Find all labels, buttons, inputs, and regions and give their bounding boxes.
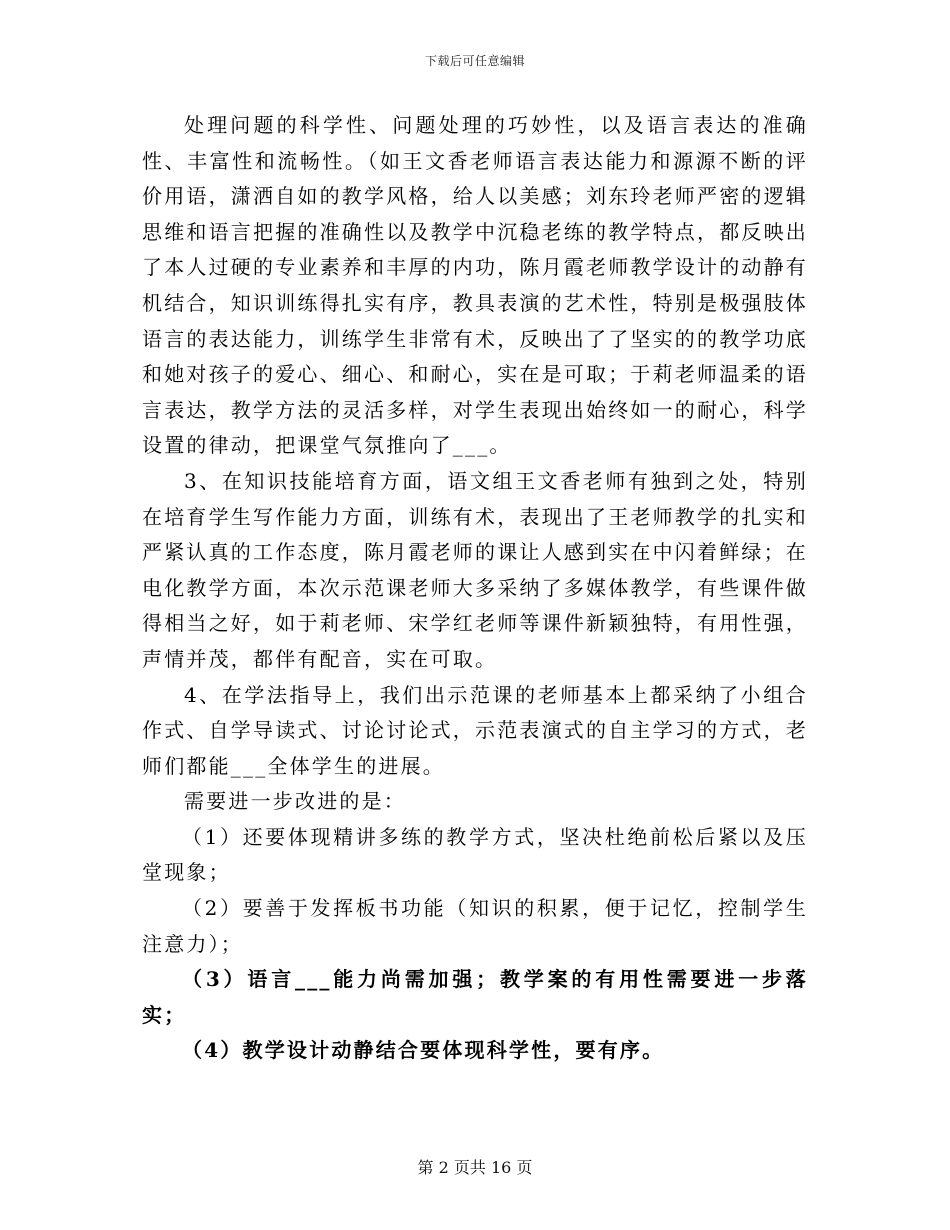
improvement-item-4: （4）教学设计动静结合要体现科学性，要有序。 [182,1038,665,1063]
document-body [142,108,808,1069]
improvement-item-2: （2）要善于发挥板书功能（知识的积累，便于记忆，控制学生注意力）； [142,896,808,956]
paragraph-continuation: 处理问题的科学性、问题处理的巧妙性，以及语言表达的准确性、丰富性和流畅性。（如王文香老师语言表达能力和源源不断的评价用语，潇洒自如的教学风格，给人以美感；刘东玲老师严密的逻辑思维和语言把握的准确性以及教学中沉稳老练的教学特点，都反映出了本人过硬的专业素养和丰厚的内功，陈月霞老师教学设计的动静有机结合，知识训练得扎实有序，教具表演的艺术性，特别是极强肢体语言的表达能力，训练学生非常有术，反映出了了坚实的的教学功底和她对孩子的爱心、细心、和耐心，实在是可取；于莉老师温柔的语言表达，教学方法的灵活多样，对学生表现出始终如一的耐心，科学设置的律动，把课堂气氛推向了___。 [142,113,808,458]
improvement-item-3: （3）语言___能力尚需加强；教学案的有用性需要进一步落实； [142,967,808,1027]
paragraph-item-3: 3、在知识技能培育方面，语文组王文香老师有独到之处，特别在培育学生写作能力方面，训练有术，表现出了王老师教学的扎实和严紧认真的工作态度，陈月霞老师的课让人感到实在中闪着鲜绿；在电化教学方面，本次示范课老师大多采纳了多媒体教学，有些课件做得相当之好，如于莉老师、宋学红老师等课件新颖独特，有用性强，声情并茂，都伴有配音，实在可取。 [142,468,808,671]
page-number: 第 2 页共 16 页 [417,1158,533,1177]
page-header: 下载后可任意编辑 [424,54,525,68]
improvement-item-1: （1）还要体现精讲多练的教学方式，坚决杜绝前松后紧以及压堂现象； [142,824,808,885]
improvement-heading: 需要进一步改进的是： [184,789,406,814]
paragraph-item-4: 4、在学法指导上，我们出示范课的老师基本上都采纳了小组合作式、自学导读式、讨论讨论式，示范表演式的自主学习的方式，老师们都能___全体学生的进展。 [142,682,808,778]
